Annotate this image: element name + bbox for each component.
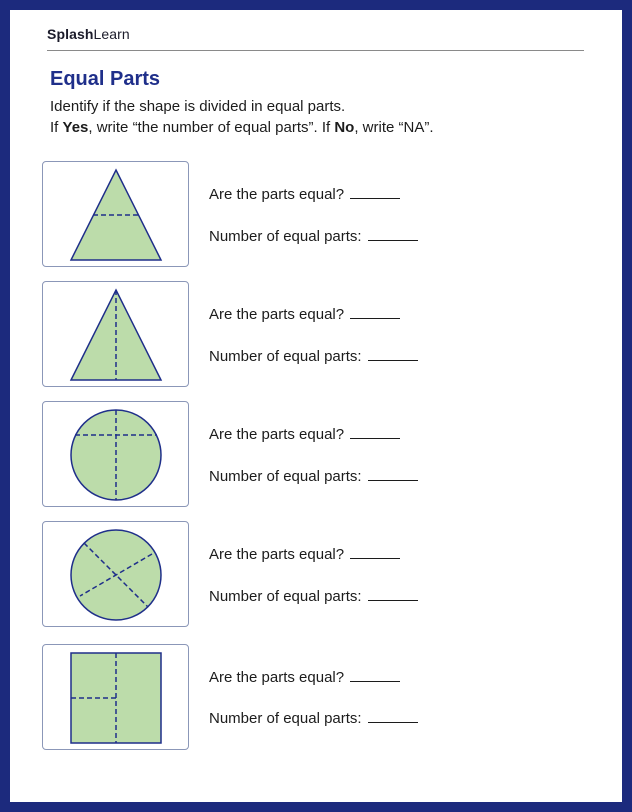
answer-blank[interactable] — [368, 710, 418, 723]
question-1-equal: Are the parts equal? — [209, 186, 400, 203]
triangle-horizontal-split-shape — [43, 162, 190, 268]
shape-box-1 — [42, 161, 189, 267]
question-4-count: Number of equal parts: — [209, 588, 418, 605]
circle-diagonal-split-shape — [43, 522, 190, 628]
instruction-line-2: If Yes, write “the number of equal parts”. If No, write “NA”. — [50, 119, 434, 136]
answer-blank[interactable] — [350, 186, 400, 199]
answer-blank[interactable] — [350, 669, 400, 682]
question-4-equal: Are the parts equal? — [209, 546, 400, 563]
worksheet-title: Equal Parts — [50, 68, 161, 90]
answer-blank[interactable] — [368, 468, 418, 481]
question-2-equal: Are the parts equal? — [209, 306, 400, 323]
question-3-equal: Are the parts equal? — [209, 426, 400, 443]
worksheet-page — [10, 10, 622, 802]
square-split-shape — [43, 645, 190, 751]
header-divider — [47, 50, 584, 51]
question-3-count: Number of equal parts: — [209, 468, 418, 485]
answer-blank[interactable] — [350, 306, 400, 319]
answer-blank[interactable] — [368, 588, 418, 601]
answer-blank[interactable] — [350, 546, 400, 559]
answer-blank[interactable] — [368, 348, 418, 361]
shape-box-5 — [42, 644, 189, 750]
answer-blank[interactable] — [350, 426, 400, 439]
splashlearn-logo: SplashLearn — [47, 26, 130, 42]
shape-box-3 — [42, 401, 189, 507]
question-2-count: Number of equal parts: — [209, 348, 418, 365]
shape-box-4 — [42, 521, 189, 627]
circle-cross-split-shape — [43, 402, 190, 508]
question-1-count: Number of equal parts: — [209, 228, 418, 245]
question-5-count: Number of equal parts: — [209, 710, 418, 727]
instruction-line-1: Identify if the shape is divided in equal parts. — [50, 98, 346, 115]
question-5-equal: Are the parts equal? — [209, 669, 400, 686]
shape-box-2 — [42, 281, 189, 387]
answer-blank[interactable] — [368, 228, 418, 241]
triangle-vertical-split-shape — [43, 282, 190, 388]
